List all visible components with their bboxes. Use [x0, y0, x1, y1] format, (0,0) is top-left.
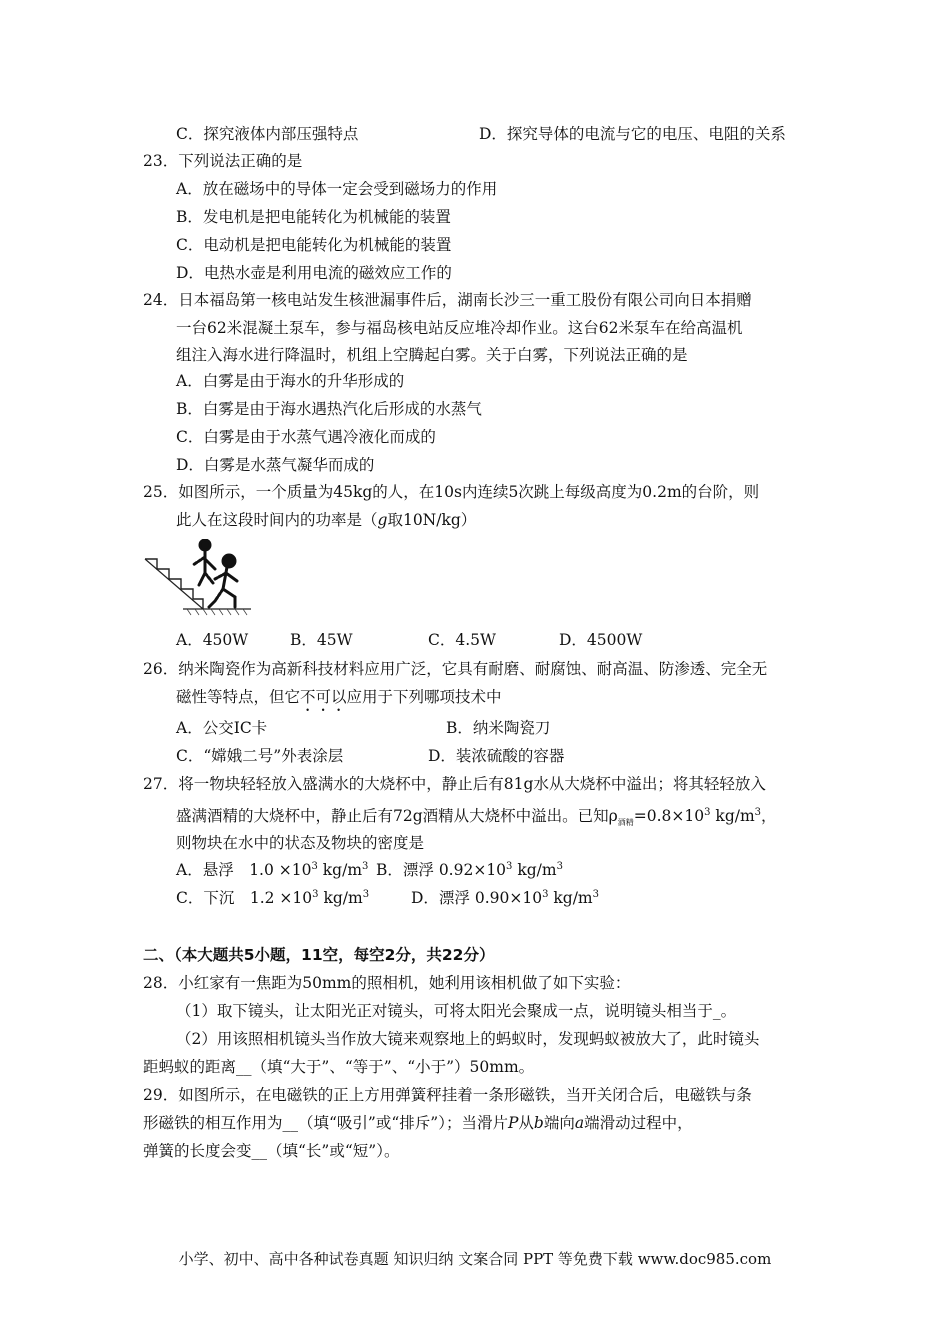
section-2-heading: 二、（本大题共5小题，11空，每空2分，共22分）: [143, 946, 495, 964]
q28-part2-line2: 距蚂蚁的距离__（填“大于”、“等于”、“小于”）50mm。: [143, 1058, 535, 1076]
q25-stem-line1: 25．如图所示，一个质量为45kg的人，在10s内连续5次跳上每级高度为0.2m的台阶，则: [143, 483, 760, 501]
q25-option-d: D．4500W: [559, 631, 643, 649]
q24-option-d: D．白雾是水蒸气凝华而成的: [176, 456, 375, 474]
q23-stem: 23．下列说法正确的是: [143, 152, 303, 170]
q26-stem-line1: 26．纳米陶瓷作为高新科技材料应用广泛，它具有耐磨、耐腐蚀、耐高温、防渗透、完全无: [143, 660, 768, 678]
q26-option-a: A．公交IC卡: [176, 719, 268, 737]
q25-option-a: A．450W: [176, 631, 249, 649]
q24-stem-line1: 24．日本福岛第一核电站发生核泄漏事件后，湖南长沙三一重工股份有限公司向日本捐赠: [143, 291, 752, 309]
q25-stem-line2: 此人在这段时间内的功率是（g取10N/kg）: [176, 511, 477, 529]
q24-stem-line3: 组注入海水进行降温时，机组上空腾起白雾。关于白雾，下列说法正确的是: [176, 346, 688, 364]
q26-stem-line2: 磁性等特点，但它不可以应用于下列哪项技术中: [176, 688, 502, 706]
q26-option-b: B．纳米陶瓷刀: [446, 719, 551, 737]
q27-stem-line3: 则物块在水中的状态及物块的密度是: [176, 834, 425, 852]
q22-option-d: D．探究导体的电流与它的电压、电阻的关系: [479, 125, 786, 143]
person-on-stairs: [193, 540, 215, 585]
q23-option-b: B．发电机是把电能转化为机械能的装置: [176, 208, 451, 226]
q27-option-b: B．漂浮 $0.92\times 10^3$ $kg/m^3$: [376, 860, 563, 879]
q23-option-d: D．电热水壶是利用电流的磁效应工作的: [176, 264, 452, 282]
page-footer: 小学、初中、高中各种试卷真题 知识归纳 文案合同 PPT 等免费下载 www.doc985.com: [178, 1250, 772, 1268]
q22-option-c: C．探究液体内部压强特点: [176, 125, 359, 143]
q27-option-a: A．悬浮 $1.0 \times 10^3$ $kg/m^3$: [176, 860, 369, 879]
emphasis-not-usable: 不可以: [300, 688, 347, 706]
q23-option-c: C．电动机是把电能转化为机械能的装置: [176, 236, 452, 254]
stair-figure-svg: [143, 539, 255, 619]
q28-part2-line1: （2）用该照相机镜头当作放大镜来观察地上的蚂蚁时，发现蚂蚁被放大了，此时镜头: [176, 1030, 760, 1048]
q26-option-d: D．装浓硫酸的容器: [428, 747, 565, 765]
q28-stem: 28．小红家有一焦距为50mm的照相机，她利用该相机做了如下实验：: [143, 974, 631, 992]
q29-stem-line2: 形磁铁的相互作用为__（填“吸引”或“排斥”）；当滑片P从b端向a端滑动过程中，: [143, 1114, 693, 1132]
q23-option-a: A．放在磁场中的导体一定会受到磁场力的作用: [176, 180, 498, 198]
q25-option-b: B．45W: [290, 631, 353, 649]
q29-stem-line3: 弹簧的长度会变__（填“长”或“短”）。: [143, 1142, 400, 1160]
q27-stem-line1: 27．将一物块轻轻放入盛满水的大烧杯中，静止后有81g水从大烧杯中溢出；将其轻轻放入: [143, 775, 766, 793]
q24-option-b: B．白雾是由于海水遇热汽化后形成的水蒸气: [176, 400, 482, 418]
stair-jumping-figure: [143, 539, 255, 623]
q27-stem-line2: 盛满酒精的大烧杯中，静止后有72g酒精从大烧杯中溢出。已知$\rho_{酒精}=0.8\times 10^3$ $kg/m^3$，: [176, 806, 777, 828]
q27-option-c: C．下沉 $1.2 \times 10^3$ $kg/m^3$: [176, 888, 370, 907]
q24-option-c: C．白雾是由于水蒸气遇冷液化而成的: [176, 428, 436, 446]
q29-stem-line1: 29．如图所示，在电磁铁的正上方用弹簧秤挂着一条形磁铁，当开关闭合后，电磁铁与条: [143, 1086, 752, 1104]
q24-option-a: A．白雾是由于海水的升华形成的: [176, 372, 405, 390]
q27-option-d: D．漂浮 $0.90\times 10^3$ $kg/m^3$: [411, 888, 599, 907]
q24-stem-line2: 一台62米混凝土泵车，参与福岛核电站反应堆冷却作业。这台62米泵车在给高温机: [176, 319, 743, 337]
q26-option-c: C．“嫦娥二号”外表涂层: [176, 747, 344, 765]
q28-part1: （1）取下镜头，让太阳光正对镜头，可将太阳光会聚成一点，说明镜头相当于_。: [176, 1002, 737, 1020]
q25-option-c: C．4.5W: [428, 631, 496, 649]
